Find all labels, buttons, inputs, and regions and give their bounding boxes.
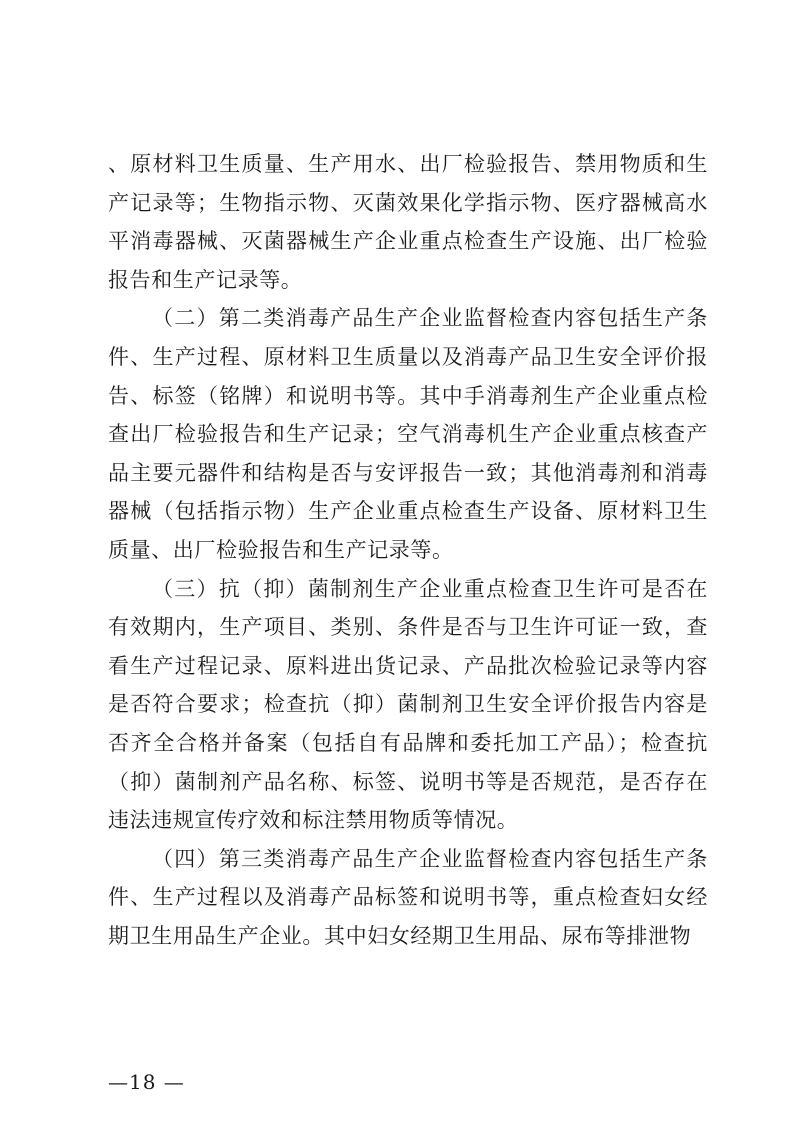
paragraph-continuation: 、原材料卫生质量、生产用水、出厂检验报告、禁用物质和生产记录等；生物指示物、灭菌效果化学指示物、医疗器械高水平消毒器械、灭菌器械生产企业重点检查生产设施、出厂检验报告和生产记录等。 (108, 152, 708, 292)
paragraph-third-category: （四）第三类消毒产品生产企业监督检查内容包括生产条件、生产过程以及消毒产品标签和说明书等，重点检查妇女经期卫生用品生产企业。其中妇女经期卫生用品、尿布等排泄物 (108, 846, 708, 948)
paragraph-antibacterial-agents: （三）抗（抑）菌制剂生产企业重点检查卫生许可是否在有效期内，生产项目、类别、条件是否与卫生许可证一致，查看生产过程记录、原料进出货记录、产品批次检验记录等内容是否符合要求；检查抗（抑）菌制剂卫生安全评价报告内容是否齐全合格并备案（包括自有品牌和委托加工产品）；检查抗（抑）菌制剂产品名称、标签、说明书等是否规范，是否存在违法违规宣传疗效和标注禁用物质等情况。 (108, 576, 708, 833)
body-text (108, 145, 708, 955)
paragraph-second-category: （二）第二类消毒产品生产企业监督检查内容包括生产条件、生产过程、原材料卫生质量以及消毒产品卫生安全评价报告、标签（铭牌）和说明书等。其中手消毒剂生产企业重点检查出厂检验报告和生产记录；空气消毒机生产企业重点核查产品主要元器件和结构是否与安评报告一致；其他消毒剂和消毒器械（包括指示物）生产企业重点检查生产设备、原材料卫生质量、出厂检验报告和生产记录等。 (108, 306, 708, 562)
page-number: —18 — (108, 1070, 185, 1094)
